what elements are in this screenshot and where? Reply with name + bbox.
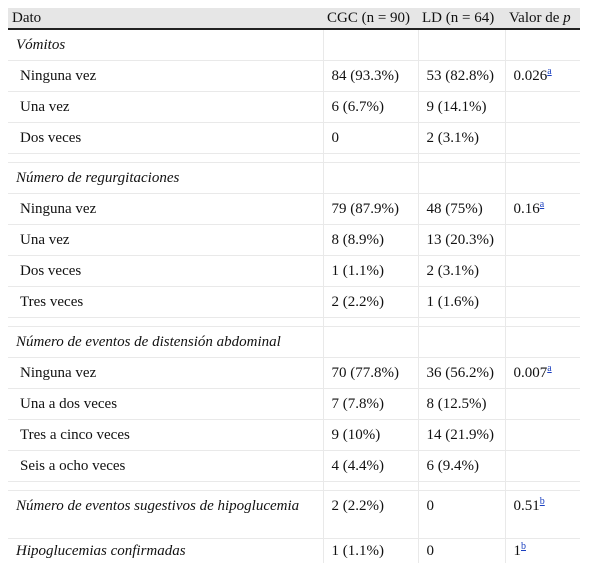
- header-row: [8, 8, 580, 29]
- row-label: Dos veces: [8, 256, 323, 287]
- row-label: Ninguna vez: [8, 194, 323, 225]
- ld-value: 0: [418, 491, 505, 539]
- spacer-cell: [505, 318, 580, 327]
- footnote-ref[interactable]: [521, 538, 526, 552]
- row-label: Tres a cinco veces: [8, 420, 323, 451]
- row-label: Tres veces: [8, 287, 323, 318]
- spacer-row: [8, 482, 580, 491]
- row-label: Seis a ocho veces: [8, 451, 323, 482]
- p-value-cell: [505, 358, 580, 389]
- ld-value: 9 (14.1%): [418, 92, 505, 123]
- spacer-cell: [505, 154, 580, 163]
- footnote-ref[interactable]: [540, 196, 544, 210]
- cgc-value: 84 (93.3%): [323, 61, 418, 92]
- spacer-row: [8, 318, 580, 327]
- cgc-value: 1 (1.1%): [323, 539, 418, 564]
- section-row: [8, 327, 580, 358]
- header-p-value: [505, 8, 580, 29]
- header-p-letter: p: [563, 9, 571, 26]
- table-row: [8, 194, 580, 225]
- empty-cell: [323, 327, 418, 358]
- cgc-value: 2 (2.2%): [323, 287, 418, 318]
- section-row: [8, 163, 580, 194]
- footnote-link[interactable]: a: [539, 198, 545, 210]
- table-row: [8, 61, 580, 92]
- cgc-value: 0: [323, 123, 418, 154]
- p-value-cell: [505, 389, 580, 420]
- results-table: [8, 8, 580, 563]
- row-label: Una a dos veces: [8, 389, 323, 420]
- ld-value: 36 (56.2%): [418, 358, 505, 389]
- empty-cell: [505, 163, 580, 194]
- row-label: Una vez: [8, 225, 323, 256]
- table-row: [8, 539, 580, 564]
- footnote-link[interactable]: b: [521, 540, 526, 552]
- ld-value: 1 (1.6%): [418, 287, 505, 318]
- row-label: Ninguna vez: [8, 61, 323, 92]
- p-value-cell: [505, 420, 580, 451]
- p-value-cell: [505, 194, 580, 225]
- ld-value: 53 (82.8%): [418, 61, 505, 92]
- empty-cell: [418, 29, 505, 61]
- table-row: [8, 287, 580, 318]
- section-title: Vómitos: [8, 29, 323, 61]
- p-value: 0.51: [513, 498, 540, 514]
- footnote-ref[interactable]: [540, 493, 545, 507]
- cgc-value: 70 (77.8%): [323, 358, 418, 389]
- empty-cell: [505, 29, 580, 61]
- p-value-cell: [505, 451, 580, 482]
- table-row: [8, 256, 580, 287]
- empty-cell: [323, 163, 418, 194]
- footnote-link[interactable]: b: [539, 496, 545, 507]
- row-label: Número de eventos sugestivos de hipoglucemia: [8, 491, 323, 539]
- empty-cell: [323, 29, 418, 61]
- spacer-cell: [418, 482, 505, 491]
- header-ld: LD (n = 64): [418, 8, 505, 29]
- spacer-cell: [8, 318, 323, 327]
- cgc-value: 1 (1.1%): [323, 256, 418, 287]
- p-value-cell: [505, 256, 580, 287]
- spacer-cell: [323, 154, 418, 163]
- ld-value: 0: [418, 539, 505, 564]
- ld-value: 2 (3.1%): [418, 123, 505, 154]
- footnote-link[interactable]: a: [547, 65, 552, 77]
- cgc-value: 8 (8.9%): [323, 225, 418, 256]
- cgc-value: 2 (2.2%): [323, 491, 418, 539]
- cgc-value: 6 (6.7%): [323, 92, 418, 123]
- spacer-cell: [505, 482, 580, 491]
- p-value: 0.026: [513, 67, 548, 84]
- table-row: [8, 358, 580, 389]
- spacer-cell: [323, 318, 418, 327]
- cgc-value: 7 (7.8%): [323, 389, 418, 420]
- row-label: Dos veces: [8, 123, 323, 154]
- table-row: [8, 92, 580, 123]
- p-value: 0.007: [513, 364, 548, 381]
- table-row: [8, 225, 580, 256]
- spacer-cell: [323, 482, 418, 491]
- ld-value: 13 (20.3%): [418, 225, 505, 256]
- table-row: [8, 420, 580, 451]
- ld-value: 6 (9.4%): [418, 451, 505, 482]
- table-body: [8, 29, 580, 563]
- footnote-ref[interactable]: [547, 360, 551, 374]
- header-dato: Dato: [8, 8, 323, 29]
- ld-value: 2 (3.1%): [418, 256, 505, 287]
- section-row: [8, 29, 580, 61]
- p-value-cell: [505, 225, 580, 256]
- header-p-prefix: Valor de: [509, 9, 564, 26]
- table-row: [8, 451, 580, 482]
- section-title: Número de eventos de distensión abdominal: [8, 327, 323, 358]
- empty-cell: [418, 163, 505, 194]
- empty-cell: [505, 327, 580, 358]
- ld-value: 48 (75%): [418, 194, 505, 225]
- header-cgc: CGC (n = 90): [323, 8, 418, 29]
- spacer-cell: [8, 154, 323, 163]
- row-label: Ninguna vez: [8, 358, 323, 389]
- cgc-value: 79 (87.9%): [323, 194, 418, 225]
- p-value-cell: [505, 92, 580, 123]
- section-title: Número de regurgitaciones: [8, 163, 323, 194]
- p-value-cell: [505, 539, 580, 564]
- p-value: 0.16: [513, 200, 540, 217]
- cgc-value: 9 (10%): [323, 420, 418, 451]
- cgc-value: 4 (4.4%): [323, 451, 418, 482]
- spacer-cell: [8, 482, 323, 491]
- table-row: [8, 389, 580, 420]
- table-row: [8, 123, 580, 154]
- footnote-ref[interactable]: [547, 63, 551, 77]
- spacer-cell: [418, 154, 505, 163]
- table-row: [8, 491, 580, 539]
- row-label: Una vez: [8, 92, 323, 123]
- empty-cell: [418, 327, 505, 358]
- ld-value: 8 (12.5%): [418, 389, 505, 420]
- footnote-link[interactable]: a: [547, 362, 552, 374]
- p-value-cell: [505, 61, 580, 92]
- p-value-cell: [505, 287, 580, 318]
- row-label: Hipoglucemias confirmadas: [8, 539, 323, 564]
- spacer-cell: [418, 318, 505, 327]
- p-value: 1: [513, 542, 521, 559]
- p-value-cell: [505, 491, 580, 539]
- p-value-cell: [505, 123, 580, 154]
- spacer-row: [8, 154, 580, 163]
- ld-value: 14 (21.9%): [418, 420, 505, 451]
